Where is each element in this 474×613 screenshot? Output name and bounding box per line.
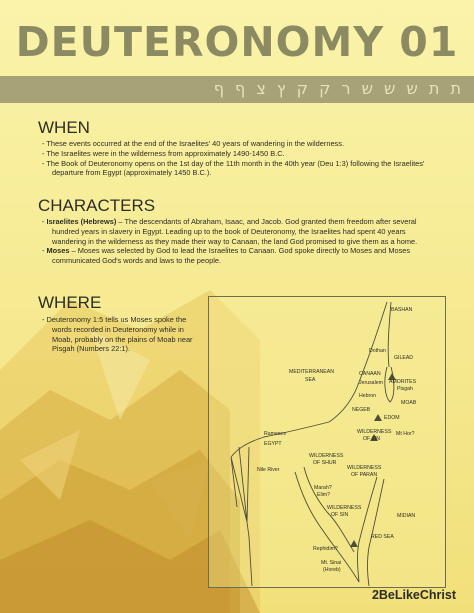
map-label: SEA (305, 377, 316, 383)
hebrew-letters: ת ת ש ש ש ר ק ק ץ צ ף ף (213, 79, 464, 98)
map-label: Mt Hor? (396, 431, 415, 437)
character-text: – Moses was selected by God to lead the Israelites to Canaan. God spoke directly to Moses and Moses communicated God's words and laws to the people. (52, 246, 411, 266)
map-label: MEDITERRANEAN (289, 369, 334, 375)
map-label: Pisgah (397, 386, 413, 392)
map-label: Rameses (264, 431, 286, 437)
map-label: BASHAN (391, 307, 413, 313)
page-title: DEUTERONOMY 01 (15, 18, 459, 66)
when-item: - The Book of Deuteronomy opens on the 1st day of the 11th month in the 40th year (Deu 1:3) following the Israelites' departure from Egypt (approximately 1450 B.C.). (42, 158, 425, 178)
brand-logo-text: 2BeLikeChrist (371, 588, 456, 602)
map-label: Nile River (257, 467, 280, 473)
map-label: OF SHUR (313, 460, 337, 466)
map-label: Elim? (317, 492, 330, 498)
character-name: Israelites (Hebrews) (46, 217, 117, 226)
where-text: - Deuteronomy 1:5 tells us Moses spoke the words recorded in Deuteronomy while in Moab, probably on the plains of Moab near Pisgah (Numbers 22:1). (42, 315, 193, 354)
character-name: Moses (46, 246, 70, 256)
map-label: AMORITES (389, 379, 417, 385)
map-label: OF PARAN (351, 472, 378, 478)
character-text: – The descendants of Abraham, Isaac, and Jacob. God granted them freedom after several hundred years in slavery in Egypt. Leading up to the book of Deuteronomy, the Israelites had spent 40 years wandering in the wilderness as they made their way to Canaan, the land God promised to give them as a home. (52, 217, 418, 246)
map-label: WILDERNESS (309, 453, 344, 459)
map-drawing (209, 297, 445, 587)
map-label: Dothan (369, 348, 386, 354)
map-label: Marah? (314, 485, 332, 491)
characters-heading: CHARACTERS (38, 196, 156, 215)
map-label: GILEAD (394, 355, 414, 361)
where-heading: WHERE (38, 293, 102, 312)
character-item: - Israelites (Hebrews) – The descendants of Abraham, Isaac, and Jacob. God granted them freedom after several hundred years in slavery in Egypt. Leading up to the book of Deuteronomy, the Israelites had spent 40 years wandering in the wilderness as they made their way to Canaan, the land God promised to give them as a home. (42, 217, 418, 246)
map-label: CANAAN (359, 371, 381, 377)
map-label: EDOM (384, 415, 400, 421)
map-label: MOAB (401, 400, 417, 406)
map (208, 296, 446, 588)
map-label: WILDERNESS (347, 465, 382, 471)
map-label: MIDIAN (397, 513, 416, 519)
when-heading: WHEN (38, 118, 90, 137)
map-label: RED SEA (371, 534, 394, 540)
when-item: - The Israelites were in the wilderness from approximately 1490-1450 B.C. (42, 148, 285, 158)
map-label: WILDERNESS (357, 429, 392, 435)
when-item: - These events occurred at the end of the Israelites' 40 years of wandering in the wilderness. (42, 139, 344, 148)
map-label: Hebron (359, 393, 377, 399)
map-label: Jerusalem (359, 380, 383, 386)
map-label: WILDERNESS (327, 505, 362, 511)
map-label: (Horeb) (323, 567, 341, 573)
character-item: - Moses – Moses was selected by God to lead the Israelites to Canaan. God spoke directly to Moses and Moses communicated God's words and laws to the people. (42, 246, 411, 266)
map-label: Mt. Sinai (321, 560, 342, 566)
map-label: EGYPT (264, 441, 282, 447)
map-label: OF SIN (331, 512, 349, 518)
map-label: Rephidim? (313, 546, 338, 552)
map-label: NEGEB (352, 407, 371, 413)
map-label: OF ZIN (363, 436, 381, 442)
characters-list (42, 217, 437, 266)
when-list (42, 139, 442, 178)
